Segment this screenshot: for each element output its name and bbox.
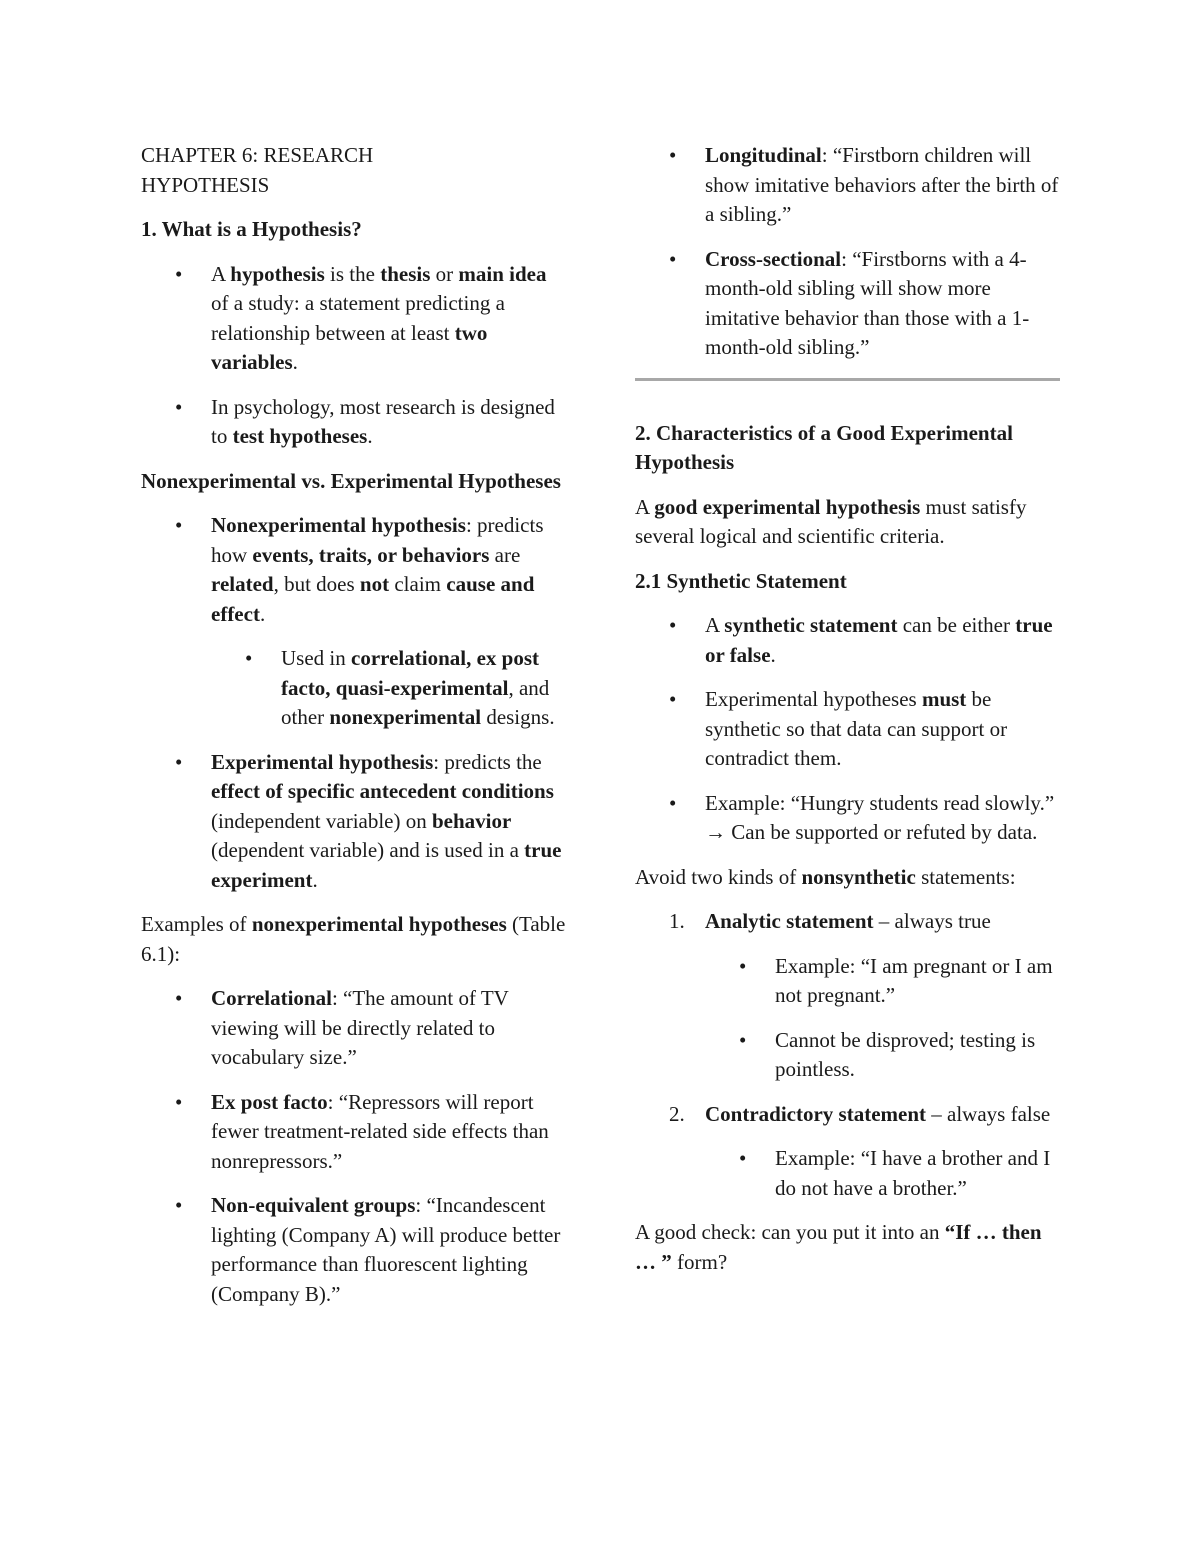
list-item: 1. Analytic statement – always true • Example: “I am pregnant or I am not pregnant.” • Cannot be disproved; testing is pointless.: [705, 907, 1060, 1085]
list-item: • Example: “I have a brother and I do not have a brother.”: [775, 1144, 1060, 1203]
list-item: • Used in correlational, ex post facto, quasi-experimental, and other nonexperimental designs.: [281, 644, 566, 733]
list-item: • Cannot be disproved; testing is pointless.: [775, 1026, 1060, 1085]
hypothesis-types-list: [141, 511, 566, 895]
list-item: • Example: “Hungry students read slowly.” → Can be supported or refuted by data.: [705, 789, 1060, 848]
chapter-title: CHAPTER 6: RESEARCH HYPOTHESIS: [141, 143, 374, 197]
section-2-1-heading: 2.1 Synthetic Statement: [635, 568, 847, 593]
list-item: • Experimental hypotheses must be synthetic so that data can support or contradict them.: [705, 685, 1060, 774]
nonexp-vs-exp-heading: Nonexperimental vs. Experimental Hypotheses: [141, 468, 561, 493]
horizontal-divider: [635, 378, 1060, 381]
list-item: • Longitudinal: “Firstborn children will show imitative behaviors after the birth of a sibling.”: [705, 141, 1060, 230]
hypothesis-definition-list: [141, 260, 566, 452]
examples-list-continued: [635, 141, 1060, 363]
list-item: • In psychology, most research is designed to test hypotheses.: [211, 393, 566, 452]
if-then-check: A good check: can you put it into an “If … then … ” form?: [635, 1220, 1042, 1274]
list-item: • Non-equivalent groups: “Incandescent lighting (Company A) will produce better performance than fluorescent lighting (Company B).”: [211, 1191, 566, 1309]
list-item: • Ex post facto: “Repressors will report fewer treatment-related side effects than nonrepressors.”: [211, 1088, 566, 1177]
analytic-sublist: [705, 952, 1060, 1085]
section-1-heading: 1. What is a Hypothesis?: [141, 217, 362, 241]
nonexp-sublist: [211, 644, 566, 733]
list-item: • Example: “I am pregnant or I am not pregnant.”: [775, 952, 1060, 1011]
synthetic-list: [635, 611, 1060, 848]
list-item: • Experimental hypothesis: predicts the effect of specific antecedent conditions (independent variable) on behavior (dependent variable) and is used in a true experiment.: [211, 748, 566, 896]
section-2-intro: A good experimental hypothesis must satisfy several logical and scientific criteria.: [635, 494, 1027, 548]
list-item: • A hypothesis is the thesis or main idea of a study: a statement predicting a relationship between at least two variables.: [211, 260, 566, 378]
contradictory-sublist: [705, 1144, 1060, 1203]
list-item: 2. Contradictory statement – always false • Example: “I have a brother and I do not have a brother.”: [705, 1100, 1060, 1204]
left-column: [141, 141, 566, 1324]
list-item: • Cross-sectional: “Firstborns with a 4-month-old sibling will show more imitative behavior than those with a 1-month-old sibling.”: [705, 245, 1060, 363]
list-item: • Nonexperimental hypothesis: predicts how events, traits, or behaviors are related, but does not claim cause and effect. • Used in correlational, ex post facto, quasi-experimental, and other nonexperimental designs.: [211, 511, 566, 733]
avoid-intro: Avoid two kinds of nonsynthetic statements:: [635, 864, 1016, 889]
nonsynthetic-list: [635, 907, 1060, 1203]
section-2-heading: 2. Characteristics of a Good Experimental Hypothesis: [635, 420, 1013, 474]
list-item: • Correlational: “The amount of TV viewing will be directly related to vocabulary size.”: [211, 984, 566, 1073]
examples-intro: Examples of nonexperimental hypotheses (Table 6.1):: [141, 912, 566, 966]
right-column: [635, 141, 1060, 1292]
list-item: • A synthetic statement can be either true or false.: [705, 611, 1060, 670]
examples-list: [141, 984, 566, 1309]
